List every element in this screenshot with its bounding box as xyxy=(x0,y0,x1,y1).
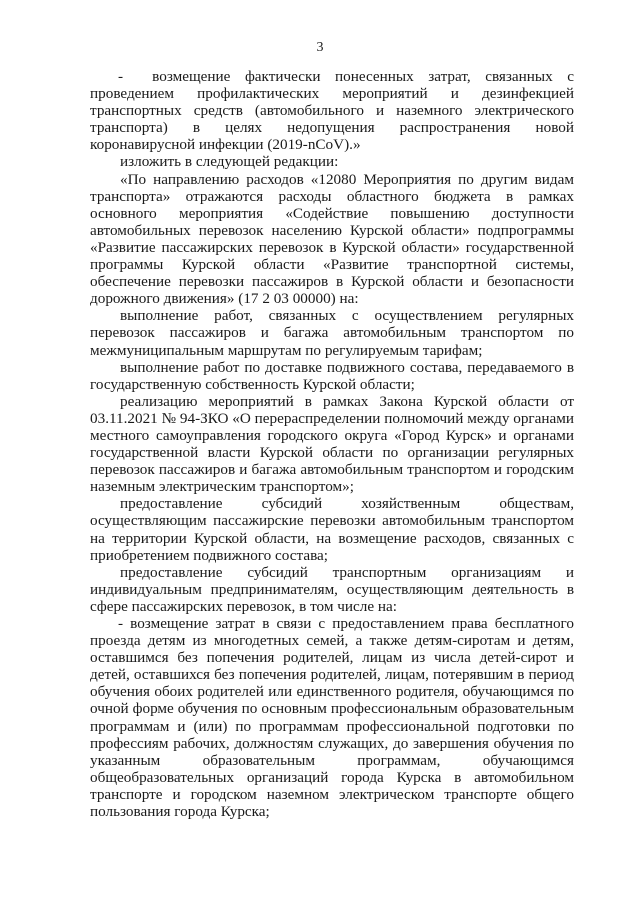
document-body xyxy=(90,68,574,820)
paragraph-rolling-stock-delivery: выполнение работ по доставке подвижного состава, передаваемого в государственную собственность Курской области; xyxy=(90,358,574,393)
paragraph-covid-expenses: - возмещение фактически понесенных затрат, связанных с проведением профилактических мероприятий и дезинфекцией транспортных средств (автомобильного и наземного электрического транспорта) в целях недопущения распространения новой коронавирусной инфекции (2019-nCoV).» xyxy=(90,68,574,154)
page-number: 3 xyxy=(316,40,324,55)
paragraph-subsidies-companies: предоставление субсидий хозяйственным обществам, осуществляющим пассажирские перевозки автомобильным транспортом на территории Курской области, на возмещение расходов, связанных с приобретением подвижного состава; xyxy=(90,495,574,564)
paragraph-free-travel: - возмещение затрат в связи с предоставлением права бесплатного проезда детям из многодетных семей, а также детям-сиротам и детям, оставшимся без попечения родителей, лицам из числа детей-сирот и детей, оставшихся без попечения родителей, лицам, потерявшим в период обучения обоих родителей или единственного родителя, обучающимся по очной форме обучения по основным профессиональным образовательным программам и (или) по программам профессиональной подготовки по профессиям рабочих, должностям служащих, до завершения обучения по указанным образовательным программам, обучающимся общеобразовательных организаций города Курска в автомобильном транспорте и городском наземном электрическом транспорте общего пользования города Курска; xyxy=(90,615,574,821)
paragraph-expense-direction-12080: «По направлению расходов «12080 Мероприятия по другим видам транспорта» отражаются расходы областного бюджета в рамках основного мероприятия «Содействие повышению доступности автомобильных перевозок населению Курской области» подпрограммы «Развитие пассажирских перевозок в Курской области» государственной программы Курской области «Развитие транспортной системы, обеспечение перевозки пассажиров в Курской области и безопасности дорожного движения» (17 2 03 00000) на: xyxy=(90,170,574,308)
paragraph-subsidies-organizations: предоставление субсидий транспортным организациям и индивидуальным предпринимателям, осуществляющим деятельность в сфере пассажирских перевозок, в том числе на: xyxy=(90,563,574,615)
paragraph-new-wording: изложить в следующей редакции: xyxy=(120,153,339,171)
paragraph-kursk-law: реализацию мероприятий в рамках Закона Курской области от 03.11.2021 № 94-ЗКО «О перераспределении полномочий между органами местного самоуправления городского округа «Город Курск» и органами государственной власти Курской области по организации регулярных перевозок пассажиров и багажа автомобильным транспортом и городским наземным электрическим транспортом»; xyxy=(90,392,574,496)
paragraph-regular-transport: выполнение работ, связанных с осуществлением регулярных перевозок пассажиров и багажа автомобильным транспортом по межмуниципальным маршрутам по регулируемым тарифам; xyxy=(90,307,574,359)
